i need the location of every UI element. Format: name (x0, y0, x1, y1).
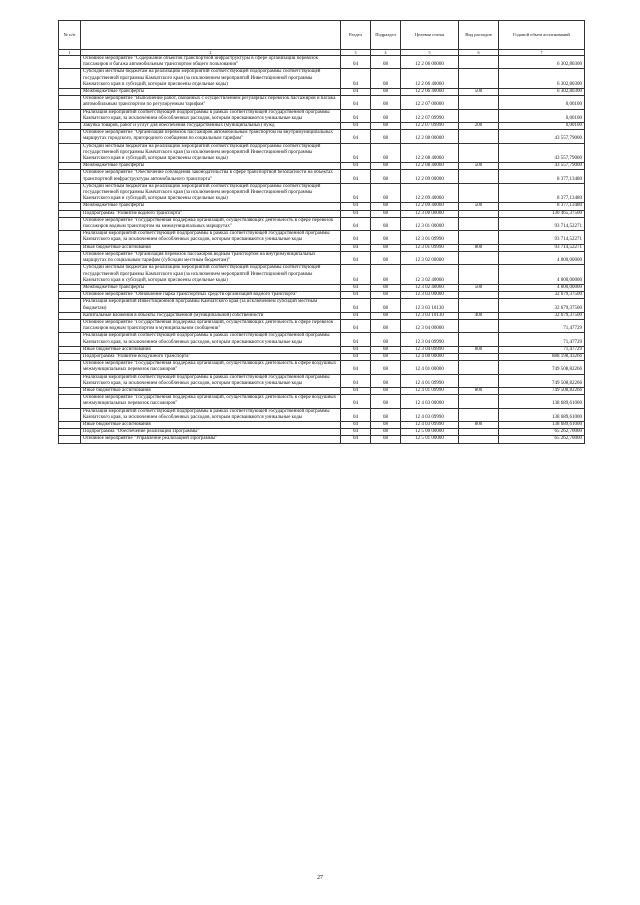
row-podrazdel-cell: 08 (371, 203, 401, 210)
row-razdel-cell: 04 (341, 89, 371, 96)
row-target-article-cell: 12 5 00 00000 (401, 429, 459, 436)
row-razdel-cell: 04 (341, 69, 371, 89)
row-number-cell (59, 123, 81, 130)
row-number-cell (59, 109, 81, 122)
column-number: 2 (81, 50, 341, 56)
row-podrazdel-cell: 08 (371, 96, 401, 109)
row-number-cell (59, 203, 81, 210)
row-sum-cell: 0,00100 (499, 96, 585, 109)
row-name-cell: Основное мероприятие "Государственная поддержка организаций, осуществляющих деятельность в сфере воздушных межмуниципальных перевозок пассажиров" (81, 361, 341, 374)
row-number-cell (59, 217, 81, 230)
column-number: 3 (341, 50, 371, 56)
row-expense-type-cell (459, 374, 499, 387)
table-row (59, 408, 585, 421)
table-header-row (59, 21, 585, 50)
row-sum-cell: 32 679,37500 (499, 292, 585, 299)
row-target-article-cell: 12 4 01 09990 (401, 374, 459, 387)
row-target-article-cell: 12 4 01 09990 (401, 387, 459, 394)
row-podrazdel-cell: 08 (371, 130, 401, 143)
row-sum-cell: 888 198,43266 (499, 353, 585, 360)
row-target-article-cell: 12 2 08 40060 (401, 163, 459, 170)
row-podrazdel-cell: 08 (371, 163, 401, 170)
row-target-article-cell: 12 4 03 00000 (401, 395, 459, 408)
row-razdel-cell: 04 (341, 319, 371, 332)
row-razdel-cell: 04 (341, 170, 371, 183)
row-number-cell (59, 299, 81, 312)
row-razdel-cell: 04 (341, 353, 371, 360)
row-sum-cell: 71,47729 (499, 319, 585, 332)
row-name-cell: Основное мероприятие "Выполнение работ, связанных с осуществлением регулярных перевозок пассажиров и багажа автомобильным транспортом по регулируемым тарифам" (81, 96, 341, 109)
row-expense-type-cell (459, 353, 499, 360)
row-podrazdel-cell: 08 (371, 395, 401, 408)
row-razdel-cell: 04 (341, 299, 371, 312)
table-row (59, 387, 585, 394)
row-podrazdel-cell: 08 (371, 284, 401, 291)
header-razdel: Раздел (341, 21, 371, 50)
row-target-article-cell: 12 2 07 09990 (401, 123, 459, 130)
row-sum-cell: 8 377,13480 (499, 170, 585, 183)
row-sum-cell: 4 000,00000 (499, 251, 585, 264)
row-expense-type-cell (459, 265, 499, 285)
row-target-article-cell: 12 3 03 10130 (401, 299, 459, 312)
row-target-article-cell: 12 2 09 00000 (401, 170, 459, 183)
row-target-article-cell: 12 2 08 40060 (401, 143, 459, 163)
row-expense-type-cell (459, 436, 499, 443)
row-target-article-cell: 12 2 07 09990 (401, 109, 459, 122)
row-expense-type-cell (459, 361, 499, 374)
row-expense-type-cell: 800 (459, 346, 499, 353)
table-row (59, 183, 585, 203)
row-razdel-cell: 04 (341, 244, 371, 251)
row-target-article-cell: 12 2 08 00000 (401, 130, 459, 143)
row-number-cell (59, 395, 81, 408)
row-number-cell (59, 292, 81, 299)
header-num: № п/п (59, 21, 81, 50)
row-podrazdel-cell: 08 (371, 89, 401, 96)
row-name-cell: Иные бюджетные ассигнования (81, 346, 341, 353)
row-podrazdel-cell: 08 (371, 319, 401, 332)
row-podrazdel-cell: 08 (371, 143, 401, 163)
row-podrazdel-cell: 08 (371, 244, 401, 251)
row-number-cell (59, 361, 81, 374)
row-podrazdel-cell: 08 (371, 265, 401, 285)
row-sum-cell: 43 557,79000 (499, 130, 585, 143)
header-podrazdel: Подраздел (371, 21, 401, 50)
table-row (59, 265, 585, 285)
row-podrazdel-cell: 08 (371, 312, 401, 319)
row-podrazdel-cell: 08 (371, 333, 401, 346)
row-expense-type-cell (459, 210, 499, 217)
column-number: 7 (499, 50, 585, 56)
row-razdel-cell: 04 (341, 387, 371, 394)
row-razdel-cell: 04 (341, 123, 371, 130)
row-expense-type-cell: 500 (459, 163, 499, 170)
row-name-cell: Основное мероприятие "Обновление парка транспортных средств организаций водного транспорта" (81, 292, 341, 299)
row-podrazdel-cell: 08 (371, 210, 401, 217)
row-name-cell: Подпрограмма "Обеспечение реализации Программы" (81, 429, 341, 436)
row-number-cell (59, 429, 81, 436)
row-podrazdel-cell: 08 (371, 183, 401, 203)
row-number-cell (59, 346, 81, 353)
row-target-article-cell: 12 2 09 40060 (401, 183, 459, 203)
row-podrazdel-cell: 08 (371, 217, 401, 230)
column-number: 6 (459, 50, 499, 56)
row-podrazdel-cell: 08 (371, 123, 401, 130)
row-number-cell (59, 319, 81, 332)
row-expense-type-cell (459, 333, 499, 346)
row-number-cell (59, 251, 81, 264)
table-row (59, 217, 585, 230)
row-name-cell: Реализация мероприятий соответствующей подпрограммы в рамках соответствующей государственной программы Камчатского края, за исключением обособленных расходов, которым присваиваются уникальные коды (81, 231, 341, 244)
row-sum-cell: 130 465,37500 (499, 210, 585, 217)
row-name-cell: Реализация мероприятий соответствующей подпрограммы в рамках соответствующей государственной программы Камчатского края, за исключением обособленных расходов, которым присваиваются уникальные коды (81, 333, 341, 346)
row-number-cell (59, 333, 81, 346)
row-number-cell (59, 265, 81, 285)
row-sum-cell: 138 689,61000 (499, 395, 585, 408)
row-number-cell (59, 353, 81, 360)
table-row (59, 123, 585, 130)
row-name-cell: Реализация мероприятий Инвестиционной программы Камчатского края (за исключением субсидий местным бюджетам) (81, 299, 341, 312)
row-target-article-cell: 12 3 01 00000 (401, 217, 459, 230)
row-sum-cell: 8 377,13480 (499, 203, 585, 210)
row-razdel-cell: 04 (341, 408, 371, 421)
row-target-article-cell: 12 3 03 00000 (401, 292, 459, 299)
row-number-cell (59, 244, 81, 251)
row-sum-cell: 65 262,70000 (499, 429, 585, 436)
row-podrazdel-cell: 08 (371, 251, 401, 264)
row-sum-cell: 749 508,82266 (499, 374, 585, 387)
row-sum-cell: 4 000,00000 (499, 265, 585, 285)
table-row (59, 436, 585, 443)
row-number-cell (59, 210, 81, 217)
row-target-article-cell: 12 4 00 00000 (401, 353, 459, 360)
row-expense-type-cell (459, 170, 499, 183)
row-podrazdel-cell: 08 (371, 408, 401, 421)
row-expense-type-cell (459, 395, 499, 408)
row-razdel-cell: 04 (341, 429, 371, 436)
row-expense-type-cell (459, 56, 499, 69)
row-name-cell: Межбюджетные трансферты (81, 89, 341, 96)
budget-table-sheet (58, 20, 584, 444)
row-target-article-cell: 12 3 02 40060 (401, 265, 459, 285)
table-row (59, 170, 585, 183)
row-expense-type-cell: 800 (459, 421, 499, 428)
row-expense-type-cell: 800 (459, 387, 499, 394)
header-annual-sum: Годовой объем ассигнований (499, 21, 585, 50)
row-expense-type-cell: 200 (459, 123, 499, 130)
row-razdel-cell: 04 (341, 346, 371, 353)
row-expense-type-cell (459, 408, 499, 421)
row-target-article-cell: 12 2 06 40060 (401, 69, 459, 89)
row-name-cell: Основное мероприятие "Обеспечение соблюдения законодательства в сфере транспортной безопасности на объектах транспортной инфраструктуры автомобильного транспорта" (81, 170, 341, 183)
row-target-article-cell: 12 3 00 00000 (401, 210, 459, 217)
row-sum-cell: 0,00100 (499, 109, 585, 122)
row-expense-type-cell (459, 292, 499, 299)
table-row (59, 395, 585, 408)
row-sum-cell: 8 377,13480 (499, 183, 585, 203)
row-sum-cell: 71,47729 (499, 333, 585, 346)
row-razdel-cell: 04 (341, 421, 371, 428)
row-number-cell (59, 96, 81, 109)
table-row (59, 312, 585, 319)
row-sum-cell: 6 302,80300 (499, 69, 585, 89)
row-number-cell (59, 163, 81, 170)
row-number-cell (59, 387, 81, 394)
row-number-cell (59, 56, 81, 69)
row-razdel-cell: 04 (341, 312, 371, 319)
row-razdel-cell: 04 (341, 130, 371, 143)
row-name-cell: Основное мероприятие "Содержание объектов транспортной инфраструктуры в сфере организации перевозок пассажиров и багажа автомобильным транспортом общего пользования" (81, 56, 341, 69)
row-name-cell: Капитальные вложения в объекты государственной (муниципальной) собственности (81, 312, 341, 319)
row-target-article-cell: 12 5 01 00000 (401, 436, 459, 443)
row-sum-cell: 93 714,52271 (499, 231, 585, 244)
row-razdel-cell: 04 (341, 56, 371, 69)
row-name-cell: Реализация мероприятий соответствующей подпрограммы в рамках соответствующей государственной программы Камчатского края, за исключением обособленных расходов, которым присваиваются уникальные коды (81, 408, 341, 421)
row-name-cell: Основное мероприятие "Организация перевозок пассажиров автомобильным транспортом на внутримуниципальных маршрутах городского, пригородного сообщения по социальным тарифам" (81, 130, 341, 143)
row-target-article-cell: 12 3 04 09990 (401, 333, 459, 346)
row-target-article-cell: 12 2 06 40060 (401, 89, 459, 96)
row-sum-cell: 0,00100 (499, 123, 585, 130)
table-row (59, 69, 585, 89)
row-number-cell (59, 436, 81, 443)
row-sum-cell: 749 508,82266 (499, 387, 585, 394)
row-target-article-cell: 12 3 02 40060 (401, 284, 459, 291)
row-sum-cell: 93 714,52271 (499, 217, 585, 230)
table-body (59, 56, 585, 444)
row-expense-type-cell (459, 109, 499, 122)
row-podrazdel-cell: 08 (371, 56, 401, 69)
budget-table (58, 20, 585, 444)
row-razdel-cell: 04 (341, 395, 371, 408)
row-razdel-cell: 04 (341, 361, 371, 374)
row-expense-type-cell (459, 96, 499, 109)
row-expense-type-cell: 500 (459, 203, 499, 210)
row-podrazdel-cell: 08 (371, 346, 401, 353)
row-expense-type-cell: 500 (459, 284, 499, 291)
row-expense-type-cell (459, 429, 499, 436)
row-target-article-cell: 12 2 06 00000 (401, 56, 459, 69)
table-row (59, 109, 585, 122)
table-row (59, 244, 585, 251)
row-name-cell: Основное мероприятие "Государственная поддержка организаций, осуществляющих деятельность в сфере перевозок пассажиров водным транспортом в муниципальном сообщении" (81, 319, 341, 332)
row-target-article-cell: 12 3 02 00000 (401, 251, 459, 264)
table-row (59, 203, 585, 210)
page-number: 27 (317, 875, 323, 881)
row-podrazdel-cell: 08 (371, 374, 401, 387)
row-expense-type-cell (459, 217, 499, 230)
row-razdel-cell: 04 (341, 284, 371, 291)
table-row (59, 56, 585, 69)
row-expense-type-cell: 400 (459, 312, 499, 319)
row-expense-type-cell (459, 251, 499, 264)
row-sum-cell: 749 508,82266 (499, 361, 585, 374)
table-row (59, 210, 585, 217)
row-sum-cell: 93 714,52271 (499, 244, 585, 251)
table-row (59, 89, 585, 96)
row-razdel-cell: 04 (341, 436, 371, 443)
row-number-cell (59, 183, 81, 203)
row-target-article-cell: 12 3 04 09990 (401, 346, 459, 353)
table-row (59, 163, 585, 170)
table-row (59, 251, 585, 264)
row-target-article-cell: 12 2 07 00000 (401, 96, 459, 109)
row-expense-type-cell (459, 69, 499, 89)
row-name-cell: Субсидии местным бюджетам на реализацию мероприятий соответствующей подпрограммы соответствующей государственной программы Камчатского края (за исключением мероприятий Инвестиционной программы Камчатского края и субсидий, которым присвоены отдельные коды) (81, 143, 341, 163)
row-razdel-cell: 04 (341, 292, 371, 299)
table-row (59, 346, 585, 353)
row-sum-cell: 32 679,37500 (499, 312, 585, 319)
header-expense-type: Вид расходов (459, 21, 499, 50)
row-number-cell (59, 312, 81, 319)
row-expense-type-cell: 800 (459, 244, 499, 251)
row-podrazdel-cell: 08 (371, 109, 401, 122)
row-sum-cell: 6 302,80300 (499, 56, 585, 69)
row-name-cell: Субсидии местным бюджетам на реализацию мероприятий соответствующей подпрограммы соответствующей государственной программы Камчатского края (за исключением мероприятий Инвестиционной программы Камчатского края и субсидий, которым присвоены отдельные коды) (81, 265, 341, 285)
row-sum-cell: 6 302,80300 (499, 89, 585, 96)
row-podrazdel-cell: 08 (371, 292, 401, 299)
row-razdel-cell: 04 (341, 333, 371, 346)
table-row (59, 353, 585, 360)
table-row (59, 429, 585, 436)
row-number-cell (59, 170, 81, 183)
table-row (59, 231, 585, 244)
row-razdel-cell: 04 (341, 109, 371, 122)
row-target-article-cell: 12 4 03 09990 (401, 421, 459, 428)
row-name-cell: Подпрограмма "Развитие воздушного транспорта" (81, 353, 341, 360)
row-name-cell: Иные бюджетные ассигнования (81, 421, 341, 428)
row-podrazdel-cell: 08 (371, 436, 401, 443)
row-target-article-cell: 12 4 01 00000 (401, 361, 459, 374)
row-razdel-cell: 04 (341, 231, 371, 244)
header-target-article: Целевая статья (401, 21, 459, 50)
row-name-cell: Основное мероприятие "Государственная поддержка организаций, осуществляющих деятельность в сфере перевозок пассажиров водным транспортом на межмуниципальных маршрутах" (81, 217, 341, 230)
row-target-article-cell: 12 2 09 40060 (401, 203, 459, 210)
row-target-article-cell: 12 4 03 09990 (401, 408, 459, 421)
row-podrazdel-cell: 08 (371, 387, 401, 394)
row-podrazdel-cell: 08 (371, 421, 401, 428)
row-razdel-cell: 04 (341, 183, 371, 203)
row-target-article-cell: 12 3 01 09990 (401, 231, 459, 244)
table-row (59, 292, 585, 299)
row-podrazdel-cell: 08 (371, 353, 401, 360)
row-name-cell: Межбюджетные трансферты (81, 203, 341, 210)
row-name-cell: Реализация мероприятий соответствующей подпрограммы в рамках соответствующей государственной программы Камчатского края, за исключением обособленных расходов, которым присваиваются уникальные коды (81, 109, 341, 122)
row-razdel-cell: 04 (341, 96, 371, 109)
row-number-cell (59, 421, 81, 428)
row-number-cell (59, 130, 81, 143)
column-number: 5 (401, 50, 459, 56)
row-number-cell (59, 284, 81, 291)
row-razdel-cell: 04 (341, 374, 371, 387)
row-name-cell: Межбюджетные трансферты (81, 284, 341, 291)
row-sum-cell: 43 557,79000 (499, 143, 585, 163)
row-podrazdel-cell: 08 (371, 299, 401, 312)
table-row (59, 333, 585, 346)
row-expense-type-cell (459, 299, 499, 312)
row-target-article-cell: 12 3 04 00000 (401, 319, 459, 332)
row-number-cell (59, 374, 81, 387)
row-podrazdel-cell: 08 (371, 170, 401, 183)
column-number: 1 (59, 50, 81, 56)
row-target-article-cell: 12 3 03 10130 (401, 312, 459, 319)
row-name-cell: Основное мероприятие "Государственная поддержка организаций, осуществляющих деятельность в сфере воздушных межмуниципальных перевозок пассажиров" (81, 395, 341, 408)
row-sum-cell: 138 689,61000 (499, 421, 585, 428)
row-sum-cell: 32 679,37500 (499, 299, 585, 312)
row-podrazdel-cell: 08 (371, 69, 401, 89)
row-sum-cell: 43 557,79000 (499, 163, 585, 170)
row-number-cell (59, 89, 81, 96)
row-number-cell (59, 408, 81, 421)
row-number-cell (59, 143, 81, 163)
row-name-cell: Основное мероприятие "Управление реализацией Программы" (81, 436, 341, 443)
row-name-cell: Закупка товаров, работ и услуг для обеспечения государственных (муниципальных) нужд (81, 123, 341, 130)
row-sum-cell: 138 689,61000 (499, 408, 585, 421)
row-number-cell (59, 231, 81, 244)
table-row (59, 130, 585, 143)
row-razdel-cell: 04 (341, 143, 371, 163)
row-sum-cell: 71,47729 (499, 346, 585, 353)
row-expense-type-cell (459, 183, 499, 203)
row-razdel-cell: 04 (341, 251, 371, 264)
row-podrazdel-cell: 08 (371, 361, 401, 374)
row-expense-type-cell (459, 319, 499, 332)
row-podrazdel-cell: 08 (371, 231, 401, 244)
row-razdel-cell: 04 (341, 163, 371, 170)
row-expense-type-cell (459, 231, 499, 244)
table-row (59, 96, 585, 109)
row-razdel-cell: 04 (341, 203, 371, 210)
table-row (59, 374, 585, 387)
row-name-cell: Субсидии местным бюджетам на реализацию мероприятий соответствующей подпрограммы соответствующей государственной программы Камчатского края (за исключением мероприятий Инвестиционной программы Камчатского края и субсидий, которым присвоены отдельные коды) (81, 69, 341, 89)
row-name-cell: Подпрограмма "Развитие водного транспорта" (81, 210, 341, 217)
row-sum-cell: 65 262,70000 (499, 436, 585, 443)
row-name-cell: Основное мероприятие "Организация перевозок пассажиров водным транспортом на внутримуниципальных маршрутах по социальным тарифам (субсидии местным бюджетам)" (81, 251, 341, 264)
column-number: 4 (371, 50, 401, 56)
row-name-cell: Иные бюджетные ассигнования (81, 244, 341, 251)
row-razdel-cell: 04 (341, 217, 371, 230)
row-name-cell: Субсидии местным бюджетам на реализацию мероприятий соответствующей подпрограммы соответствующей государственной программы Камчатского края (за исключением мероприятий Инвестиционной программы Камчатского края и субсидий, которым присвоены отдельные коды) (81, 183, 341, 203)
table-row (59, 319, 585, 332)
table-row (59, 361, 585, 374)
row-number-cell (59, 69, 81, 89)
row-name-cell: Иные бюджетные ассигнования (81, 387, 341, 394)
row-expense-type-cell (459, 130, 499, 143)
row-razdel-cell: 04 (341, 210, 371, 217)
row-razdel-cell: 04 (341, 265, 371, 285)
table-row (59, 143, 585, 163)
table-row (59, 299, 585, 312)
row-target-article-cell: 12 3 01 09990 (401, 244, 459, 251)
row-name-cell: Межбюджетные трансферты (81, 163, 341, 170)
header-name (81, 21, 341, 50)
row-sum-cell: 4 000,00000 (499, 284, 585, 291)
row-expense-type-cell (459, 143, 499, 163)
row-name-cell: Реализация мероприятий соответствующей подпрограммы в рамках соответствующей государственной программы Камчатского края, за исключением обособленных расходов, которым присваиваются уникальные коды (81, 374, 341, 387)
table-row (59, 284, 585, 291)
row-expense-type-cell: 500 (459, 89, 499, 96)
table-row (59, 421, 585, 428)
row-podrazdel-cell: 08 (371, 429, 401, 436)
